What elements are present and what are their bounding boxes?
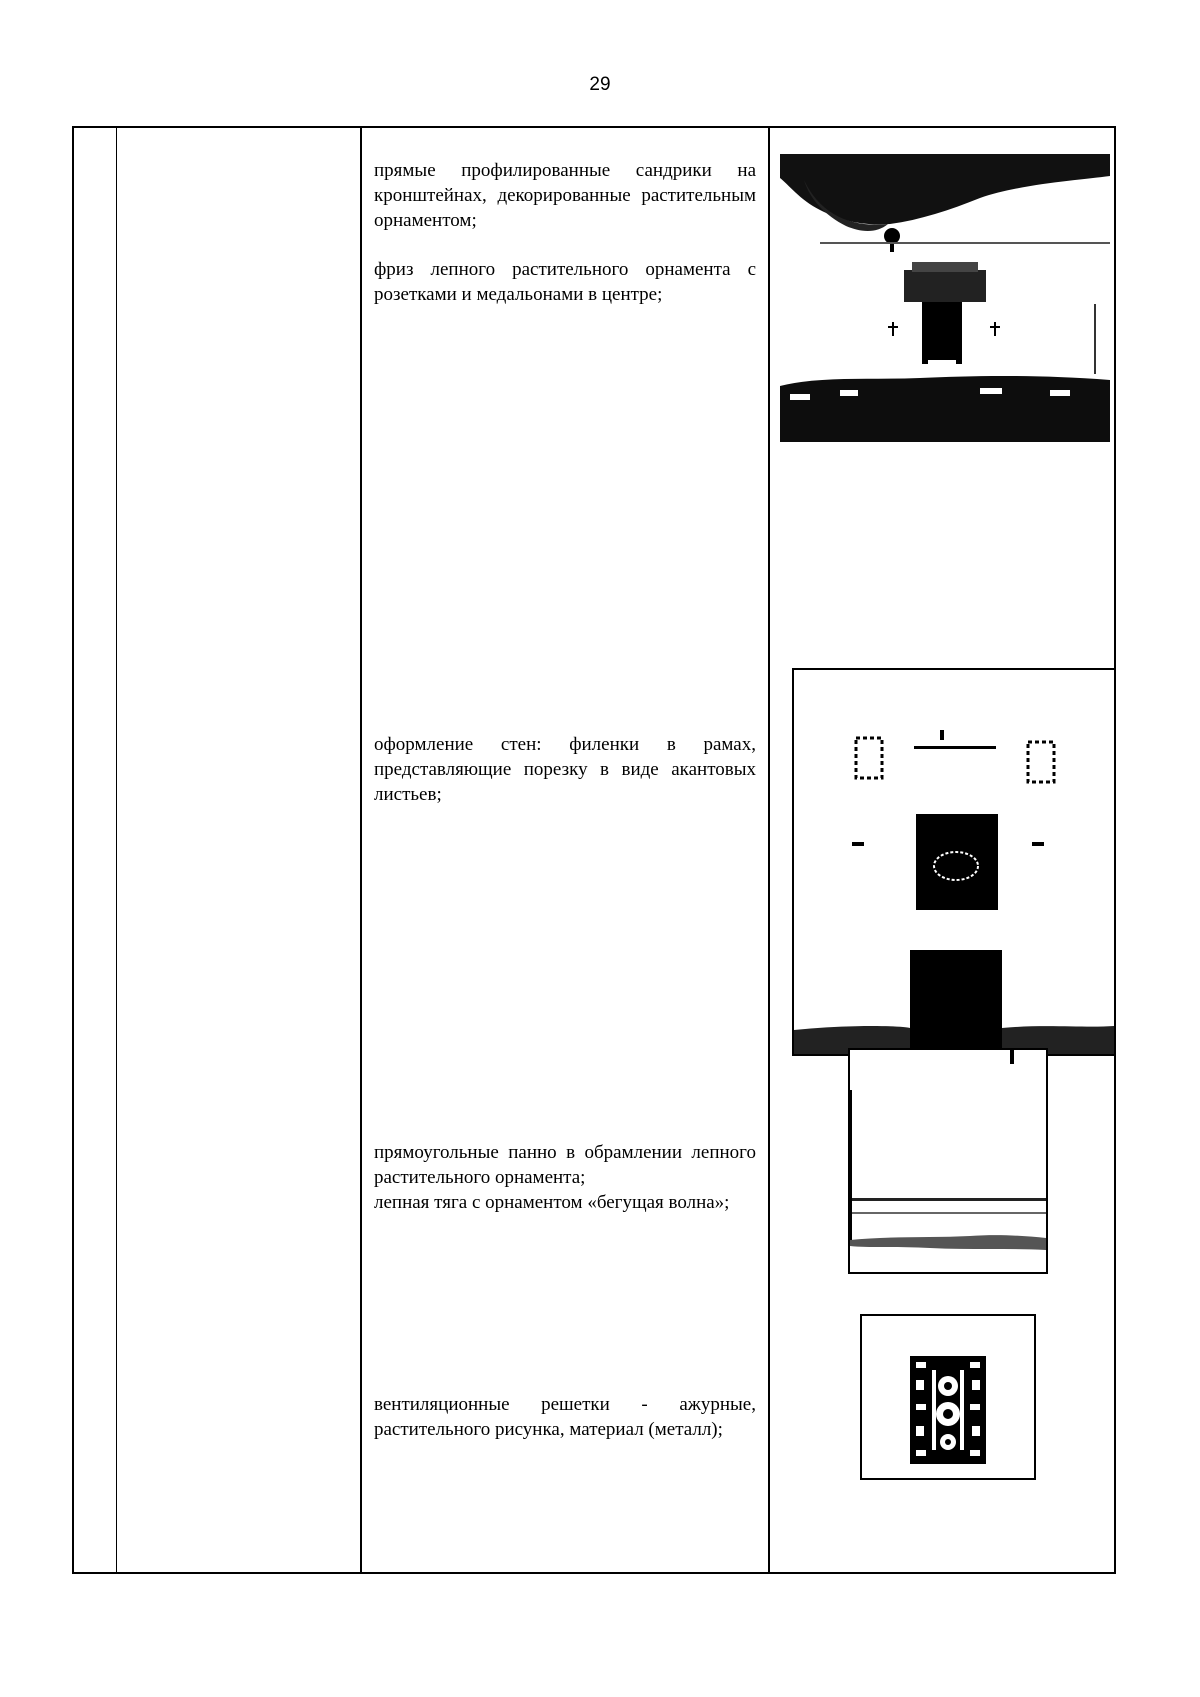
ventilation-grille-photo: [860, 1314, 1036, 1480]
text-paragraph: прямоугольные панно в обрамлении лепного растительного орнамента;: [374, 1142, 756, 1188]
table-row-text-sandriki: [374, 158, 756, 307]
page-number: 29: [589, 74, 611, 95]
hall-interior-with-chandelier-photo: [780, 154, 1110, 442]
table-row-text-grilles: [374, 1392, 756, 1442]
rectangular-panel-photo: [848, 1048, 1048, 1274]
column-divider: [360, 128, 362, 1572]
document-table: [72, 126, 1116, 1574]
text-paragraph: вентиляционные решетки - ажурные, растительного рисунка, материал (металл);: [374, 1394, 756, 1440]
text-paragraph: оформление стен: филенки в рамах, представляющие порезку в виде акантовых листьев;: [374, 734, 756, 805]
wall-with-doorway-and-panels-photo: [792, 668, 1116, 1056]
text-paragraph: лепная тяга с орнаментом «бегущая волна»;: [374, 1192, 730, 1213]
column-divider: [768, 128, 770, 1572]
table-row-text-walls: [374, 732, 756, 807]
text-paragraph: фриз лепного растительного орнамента с розетками и медальонами в центре;: [374, 259, 756, 305]
table-row-text-panels: [374, 1140, 756, 1215]
text-paragraph: прямые профилированные сандрики на кронштейнах, декорированные растительным орнаментом;: [374, 160, 756, 231]
column-divider: [116, 128, 117, 1572]
